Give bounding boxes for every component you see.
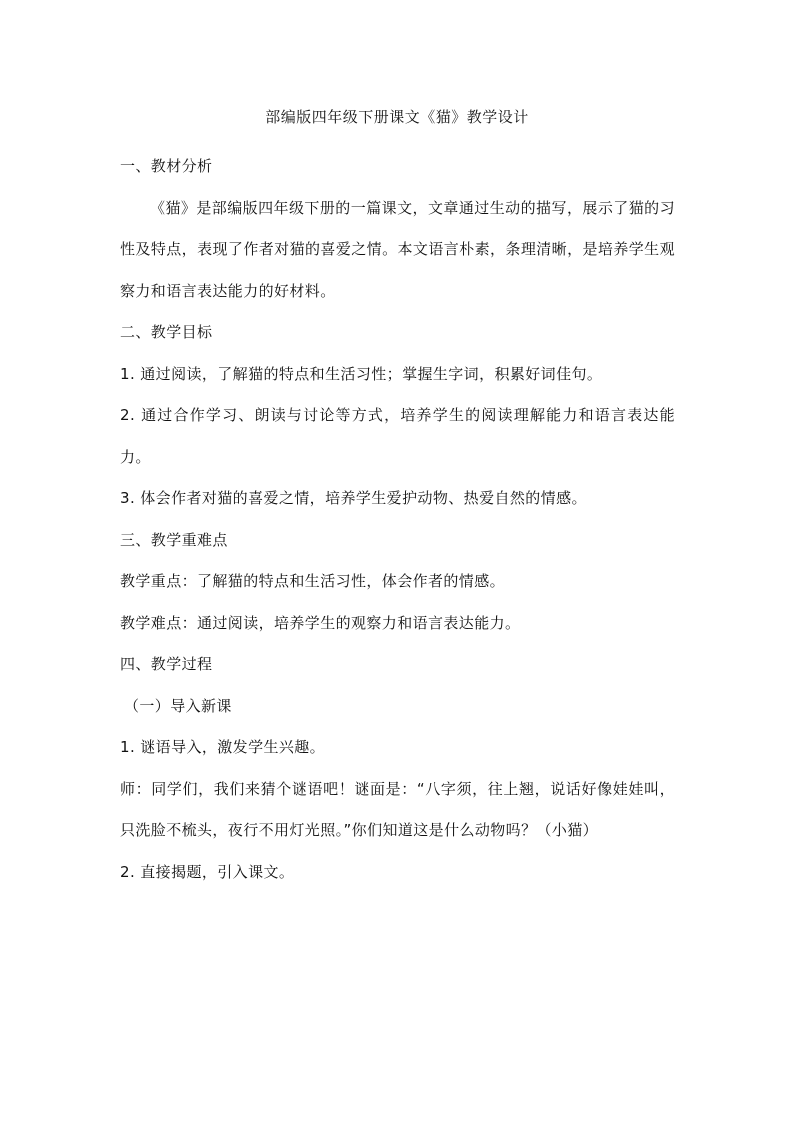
objective-item-2: 2. 通过合作学习、朗读与讨论等方式，培养学生的阅读理解能力和语言表达能力。 [120, 406, 675, 466]
section-heading-objectives: 二、教学目标 [120, 323, 213, 341]
section-heading-process: 四、教学过程 [120, 655, 213, 673]
section-heading-materials: 一、教材分析 [120, 157, 213, 175]
key-point-focus: 教学重点：了解猫的特点和生活习性，体会作者的情感。 [120, 572, 506, 590]
subsection-heading-intro: （一）导入新课 [124, 696, 232, 715]
document-title: 部编版四年级下册课文《猫》教学设计 [265, 108, 529, 126]
objective-item-3: 3. 体会作者对猫的喜爱之情，培养学生爱护动物、热爱自然的情感。 [120, 489, 587, 507]
paragraph-materials-analysis: 《猫》是部编版四年级下册的一篇课文，文章通过生动的描写，展示了猫的习性及特点，表现了作者对猫的喜爱之情。本文语言朴素，条理清晰，是培养学生观察力和语言表达能力的好材料。 [120, 198, 675, 300]
teacher-riddle-paragraph: 师：同学们，我们来猜个谜语吧！谜面是：“八字须，往上翘，说话好像娃娃叫，只洗脸不梳头，夜行不用灯光照。”你们知道这是什么动物吗？（小猫） [120, 779, 675, 839]
section-heading-key-points: 三、教学重难点 [120, 530, 228, 549]
objective-item-1: 1. 通过阅读，了解猫的特点和生活习性；掌握生字词，积累好词佳句。 [120, 364, 603, 383]
process-step-2: 2. 直接揭题，引入课文。 [120, 862, 295, 881]
key-point-difficulty: 教学难点：通过阅读，培养学生的观察力和语言表达能力。 [120, 613, 521, 632]
document-body [120, 146, 675, 893]
process-step-1: 1. 谜语导入，激发学生兴趣。 [120, 738, 326, 756]
